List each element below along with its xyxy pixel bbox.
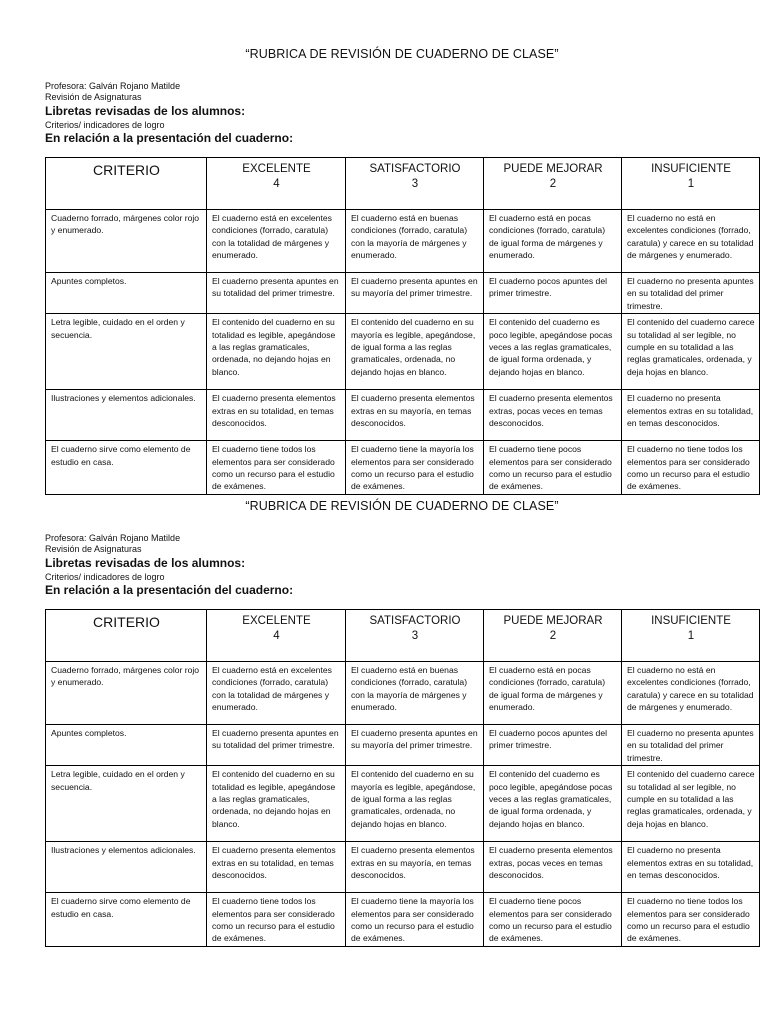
rubric-cell: El cuaderno presenta elementos extras, pocas veces en temas desconocidos. [484,842,622,893]
rubric-cell: El cuaderno presenta apuntes en su totalidad del primer trimestre. [207,725,346,766]
criterion-cell: Ilustraciones y elementos adicionales. [46,390,207,441]
rubric-cell: El cuaderno pocos apuntes del primer trimestre. [484,273,622,314]
table-row [46,441,760,495]
table-row [46,842,760,893]
rubric-cell: El cuaderno presenta elementos extras en su mayoría, en temas desconocidos. [346,842,484,893]
review-label: Revisión de Asignaturas [45,92,142,102]
header-criterio: CRITERIO [46,158,207,210]
criteria-note: Criterios/ indicadores de logro [45,572,165,582]
rubric-cell: El contenido del cuaderno es poco legible, apegándose pocas veces a las reglas gramaticales, de igual forma ordenada, y dejando hojas en blanco. [484,314,622,390]
rubric-cell: El cuaderno tiene la mayoría los elementos para ser considerado como un recurso para el estudio de exámenes. [346,441,484,495]
rubric-table [45,609,760,947]
rubric-cell: El cuaderno presenta apuntes en su mayoría del primer trimestre. [346,273,484,314]
rubric-cell: El cuaderno está en pocas condiciones (forrado, caratula) de igual forma de márgenes y enumerado. [484,662,622,725]
section-heading: En relación a la presentación del cuaderno: [45,131,294,145]
table-row [46,210,760,273]
table-row [46,273,760,314]
table-row [46,314,760,390]
header-insuficiente: INSUFICIENTE 1 [622,610,760,662]
rubric-cell: El cuaderno tiene todos los elementos para ser considerado como un recurso para el estudio de exámenes. [207,893,346,947]
rubric-copy-2 [45,499,759,947]
review-label: Revisión de Asignaturas [45,544,142,554]
rubric-cell: El contenido del cuaderno en su mayoría es legible, apegándose, de igual forma a las reglas gramaticales, ordenada, no dejando hojas en blanco. [346,766,484,842]
students-heading: Libretas revisadas de los alumnos: [45,104,246,118]
teacher-name: Profesora: Galván Rojano Matilde [45,533,181,543]
rubric-copy-1 [45,47,759,495]
criterion-cell: El cuaderno sirve como elemento de estudio en casa. [46,893,207,947]
header-excelente: EXCELENTE 4 [207,158,346,210]
header-excelente: EXCELENTE 4 [207,610,346,662]
header-puede-mejorar: PUEDE MEJORAR 2 [484,158,622,210]
rubric-cell: El cuaderno está en buenas condiciones (forrado, caratula) con la mayoría de márgenes y enumerado. [346,210,484,273]
criterion-cell: Ilustraciones y elementos adicionales. [46,842,207,893]
rubric-cell: El contenido del cuaderno en su totalidad es legible, apegándose a las reglas gramaticales, ordenada, no dejando hojas en blanco. [207,314,346,390]
rubric-cell: El cuaderno no presenta apuntes en su totalidad del primer trimestre. [622,273,760,314]
criterion-cell: Apuntes completos. [46,725,207,766]
rubric-cell: El cuaderno presenta apuntes en su mayoría del primer trimestre. [346,725,484,766]
criteria-note: Criterios/ indicadores de logro [45,120,165,130]
rubric-cell: El contenido del cuaderno en su totalidad es legible, apegándose a las reglas gramaticales, ordenada, no dejando hojas en blanco. [207,766,346,842]
rubric-cell: El cuaderno está en excelentes condiciones (forrado, caratula) con la totalidad de márgenes y enumerado. [207,662,346,725]
header-puede-mejorar: PUEDE MEJORAR 2 [484,610,622,662]
rubric-cell: El cuaderno presenta elementos extras en su mayoría, en temas desconocidos. [346,390,484,441]
rubric-cell: El contenido del cuaderno carece su totalidad al ser legible, no cumple en su totalidad a las reglas gramaticales, ordenada, y deja hojas en blanco. [622,766,760,842]
table-row [46,893,760,947]
rubric-cell: El cuaderno está en pocas condiciones (forrado, caratula) de igual forma de márgenes y enumerado. [484,210,622,273]
rubric-cell: El cuaderno tiene todos los elementos para ser considerado como un recurso para el estudio de exámenes. [207,441,346,495]
rubric-cell: El cuaderno tiene la mayoría los elementos para ser considerado como un recurso para el estudio de exámenes. [346,893,484,947]
criterion-cell: El cuaderno sirve como elemento de estudio en casa. [46,441,207,495]
rubric-cell: El cuaderno no tiene todos los elementos para ser considerado como un recurso para el estudio de exámenes. [622,893,760,947]
rubric-cell: El cuaderno tiene pocos elementos para ser considerado como un recurso para el estudio de exámenes. [484,441,622,495]
rubric-cell: El cuaderno pocos apuntes del primer trimestre. [484,725,622,766]
rubric-cell: El cuaderno no tiene todos los elementos para ser considerado como un recurso para el estudio de exámenes. [622,441,760,495]
table-row [46,662,760,725]
table-row [46,725,760,766]
rubric-cell: El cuaderno presenta elementos extras, pocas veces en temas desconocidos. [484,390,622,441]
header-criterio: CRITERIO [46,610,207,662]
rubric-cell: El cuaderno no presenta elementos extras en su totalidad, en temas desconocidos. [622,390,760,441]
rubric-table [45,157,760,495]
rubric-cell: El cuaderno no está en excelentes condiciones (forrado, caratula) y carece en su totalidad de márgenes y enumerado. [622,662,760,725]
rubric-cell: El cuaderno está en excelentes condiciones (forrado, caratula) con la totalidad de márgenes y enumerado. [207,210,346,273]
rubric-cell: El cuaderno tiene pocos elementos para ser considerado como un recurso para el estudio de exámenes. [484,893,622,947]
table-header-row [46,610,760,662]
rubric-cell: El contenido del cuaderno carece su totalidad al ser legible, no cumple en su totalidad a las reglas gramaticales, ordenada, y deja hojas en blanco. [622,314,760,390]
criterion-cell: Cuaderno forrado, márgenes color rojo y enumerado. [46,210,207,273]
criterion-cell: Apuntes completos. [46,273,207,314]
table-row [46,766,760,842]
criterion-cell: Letra legible, cuidado en el orden y secuencia. [46,766,207,842]
rubric-cell: El cuaderno presenta elementos extras en su totalidad, en temas desconocidos. [207,842,346,893]
rubric-cell: El cuaderno está en buenas condiciones (forrado, caratula) con la mayoría de márgenes y enumerado. [346,662,484,725]
criterion-cell: Cuaderno forrado, márgenes color rojo y enumerado. [46,662,207,725]
section-heading: En relación a la presentación del cuaderno: [45,583,294,597]
table-row [46,390,760,441]
header-satisfactorio: SATISFACTORIO 3 [346,610,484,662]
document-title: “RUBRICA DE REVISIÓN DE CUADERNO DE CLASE” [245,499,559,513]
rubric-cell: El cuaderno no está en excelentes condiciones (forrado, caratula) y carece en su totalidad de márgenes y enumerado. [622,210,760,273]
teacher-name: Profesora: Galván Rojano Matilde [45,81,181,91]
rubric-cell: El cuaderno no presenta apuntes en su totalidad del primer trimestre. [622,725,760,766]
rubric-cell: El cuaderno presenta apuntes en su totalidad del primer trimestre. [207,273,346,314]
rubric-cell: El contenido del cuaderno en su mayoría es legible, apegándose, de igual forma a las reglas gramaticales, ordenada, no dejando hojas en blanco. [346,314,484,390]
rubric-cell: El cuaderno no presenta elementos extras en su totalidad, en temas desconocidos. [622,842,760,893]
rubric-cell: El cuaderno presenta elementos extras en su totalidad, en temas desconocidos. [207,390,346,441]
students-heading: Libretas revisadas de los alumnos: [45,556,246,570]
document-title: “RUBRICA DE REVISIÓN DE CUADERNO DE CLASE” [245,47,559,61]
rubric-cell: El contenido del cuaderno es poco legible, apegándose pocas veces a las reglas gramaticales, de igual forma ordenada, y dejando hojas en blanco. [484,766,622,842]
header-insuficiente: INSUFICIENTE 1 [622,158,760,210]
criterion-cell: Letra legible, cuidado en el orden y secuencia. [46,314,207,390]
table-header-row [46,158,760,210]
header-satisfactorio: SATISFACTORIO 3 [346,158,484,210]
